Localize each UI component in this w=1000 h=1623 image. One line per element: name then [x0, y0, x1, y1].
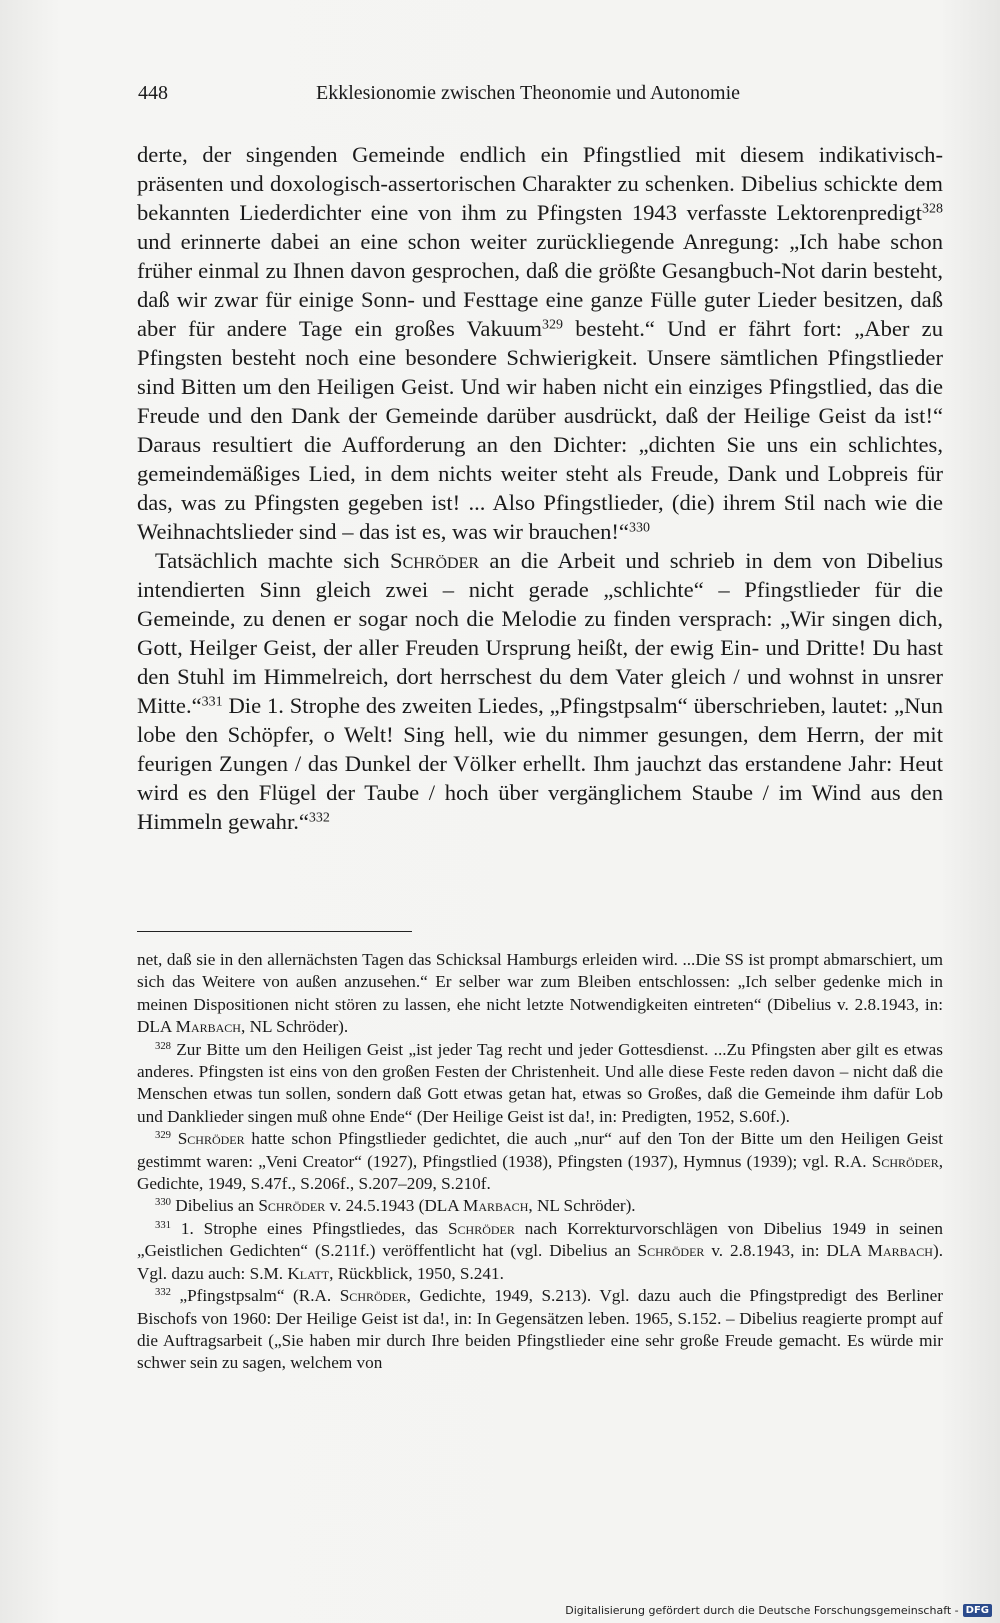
- author-name: Schröder: [390, 548, 480, 573]
- text-span: , Gedichte, 1949, S.47f., S.206f., S.207–209, S.210f.: [137, 1151, 943, 1194]
- footnote-separator: [137, 931, 412, 932]
- text-span: Zur Bitte um den Heiligen Geist „ist jeder Tag recht und jeder Gottesdienst. ...Zu Pfingsten aber gilt es etwas anderes. Pfingsten ist eins von den großen Festen der Christenheit. Und alle diese Feste reden davon – nicht daß die Menschen etwas tun sollen, sondern daß Gott etwas getan hat, etwas so Großes, daß die Gemeinde ihm dafür Lob und Danklieder singen muß ohne Ende“ (Der Heilige Geist ist da!, in: Predigten, 1952, S.60f.).: [137, 1039, 943, 1126]
- footnote-331: [137, 1218, 943, 1285]
- footnotes: [137, 949, 943, 1375]
- footnote-329: [137, 1128, 943, 1195]
- text-span: , NL Schröder).: [240, 1017, 349, 1037]
- dfg-logo[interactable]: DFG: [963, 1604, 992, 1617]
- text-span: 1. Strophe eines Pfingstliedes, das: [170, 1218, 448, 1238]
- archive-name: DLA Marbach: [424, 1196, 529, 1216]
- author-name: Schröder: [177, 1129, 245, 1149]
- author-name: Schröder: [258, 1196, 326, 1216]
- text-span: nach Korrekturvorschlägen von Dibelius 1949 in seinen „Geistlichen Gedichten“ (S.211f.) veröffentlicht hat (vgl. Dibelius an: [137, 1218, 943, 1261]
- text-span: Die 1. Strophe des zweiten Liedes, „Pfingstpsalm“ überschrieben, lautet: „Nun lobe den Schöpfer, o Welt! Sing hell, wie du nimmer gesungen, dem Herrn, der mit feurigen Zungen / das Dunkel der Völker erhellt. Ihm jauchzt das erstandene Jahr: Heut wird es den Flügel der Taube / hoch über vergänglichem Staube / im Wind aus den Himmeln gewahr.“: [137, 693, 943, 834]
- footnote-ref-329[interactable]: 329: [541, 317, 563, 333]
- paragraph-1: [137, 140, 943, 546]
- author-name: Schröder: [447, 1218, 515, 1238]
- text-span: Tatsächlich machte sich: [155, 548, 391, 573]
- text-span: „Pfingstpsalm“ (R.A.: [170, 1286, 340, 1306]
- footnote-continuation: [137, 949, 943, 1039]
- footnote-328: [137, 1039, 943, 1129]
- author-name: Klatt: [287, 1263, 330, 1283]
- text-span: v. 2.8.1943, in:: [704, 1241, 827, 1261]
- footnote-number: 331: [155, 1220, 171, 1232]
- text-span: und erinnerte dabei an eine schon weiter zurückliegende Anregung: „Ich habe schon früher einmal zu Ihnen davon gesprochen, daß die größte Gesangbuch-Not darin besteht, daß wir zwar für einige Sonn- und Festtage eine ganze Fülle guter Lieder besitzen, daß aber für andere Tage ein großes Vakuum: [137, 229, 943, 341]
- text-span: Dibelius an: [170, 1196, 259, 1216]
- running-title: Ekklesionomie zwischen Theonomie und Autonomie: [316, 82, 741, 104]
- footnote-ref-331[interactable]: 331: [201, 694, 223, 710]
- author-name: Schröder: [871, 1151, 939, 1171]
- text-span: derte, der singenden Gemeinde endlich ein Pfingstlied mit diesem indikativisch-präsenten und doxologisch-assertorischen Charakter zu schenken. Dibelius schickte dem bekannten Liederdichter eine von ihm zu Pfingsten 1943 verfasste Lektorenpredigt: [137, 142, 943, 225]
- text-span: hatte schon Pfingstlieder gedichtet, die auch „nur“ auf den Ton der Bitte um den Heiligen Geist gestimmt waren: „Veni Creator“ (1927), Pfingstlied (1938), Pfingsten (1937), Hymnus (1939); vgl. R.A.: [137, 1129, 944, 1171]
- footnote-number: 330: [155, 1197, 171, 1209]
- text-span: net, daß sie in den allernächsten Tagen das Schicksal Hamburgs erleiden wird. ...Die SS ist prompt abmarschiert, um sich das Weitere von außen anzusehen.“ Er selber war zum Bleiben entschlossen: „Ich selber gedenke mich in meinen Dispositionen nicht stören zu lassen, ehe nicht letzte Notwendigkeiten eintreten“ (Dibelius v. 2.8.1943, in:: [137, 950, 943, 1014]
- author-name: Schröder: [339, 1286, 407, 1306]
- text-span: ). Vgl. dazu auch: S.M.: [137, 1241, 944, 1283]
- footnote-330: [137, 1195, 943, 1217]
- footnote-ref-328[interactable]: 328: [922, 201, 943, 217]
- text-span: , Gedichte, 1949, S.213). Vgl. dazu auch die Pfingstpredigt des Berliner Bischofs von 1960: Der Heilige Geist ist da!, in: In Gegensätzen leben. 1965, S.152. – Dibelius reagierte prompt auf die Auftragsarbeit („Sie haben mir durch Ihre beiden Pfingstlieder eine sehr große Freude gemacht. Es würde mir schwer sein zu sagen, welchem von: [137, 1286, 944, 1373]
- footnote-ref-330[interactable]: 330: [628, 520, 650, 536]
- footnote-number: 328: [155, 1040, 171, 1052]
- author-name: Schröder: [637, 1241, 705, 1261]
- text-span: v. 24.5.1943 (: [325, 1196, 425, 1216]
- text-span: besteht.“ Und er fährt fort: „Aber zu Pfingsten besteht noch eine besondere Schwierigkeit. Unsere sämtlichen Pfingstlieder sind Bitten um den Heiligen Geist. Und wir haben nicht ein einziges Pfingstlied, das die Freude und den Dank der Gemeinde darüber ausdrückt, daß der Heilige Geist da ist!“ Daraus resultiert die Aufforderung an den Dichter: „dichten Sie uns ein schlichtes, gemeindemäßiges Lied, in dem nichts weiter steht als Freude, Dank und Lobpreis für das, was zu Pfingsten gegeben ist! ... Also Pfingstlieder, (die) ihrem Stil nach wie die Weihnachtslieder sind – das ist es, was wir brauchen!“: [137, 316, 944, 544]
- main-text: [137, 140, 943, 836]
- text-span: an die Arbeit und schrieb in dem von Dibelius intendierten Sinn gleich zwei – nicht gerade „schlichte“ – Pfingstlieder für die Gemeinde, zu denen er sogar noch die Melodie zu finden versprach: „Wir singen dich, Gott, Heilger Geist, der aller Freuden Ursprung heißt, der ewig Ein- und Dritte! Du hast den Stuhl im Himmelreich, dort herrschest du dem Vater gleich / und wohnst in unsrer Mitte.“: [137, 548, 943, 718]
- footnote-number: 329: [155, 1130, 171, 1142]
- paragraph-2: [137, 546, 943, 836]
- footnote-number: 332: [155, 1287, 171, 1299]
- page-number: 448: [138, 82, 168, 104]
- text-span: , NL Schröder).: [528, 1196, 636, 1216]
- archive-name: DLA Marbach: [137, 1017, 241, 1037]
- footnote-ref-332[interactable]: 332: [308, 810, 330, 826]
- digitization-credit: [565, 1604, 992, 1617]
- archive-name: DLA Marbach: [826, 1241, 933, 1261]
- text-span: , Rückblick, 1950, S.241.: [329, 1263, 504, 1283]
- footnote-332: [137, 1285, 943, 1375]
- credit-text: Digitalisierung gefördert durch die Deutsche Forschungsgemeinschaft -: [565, 1604, 959, 1617]
